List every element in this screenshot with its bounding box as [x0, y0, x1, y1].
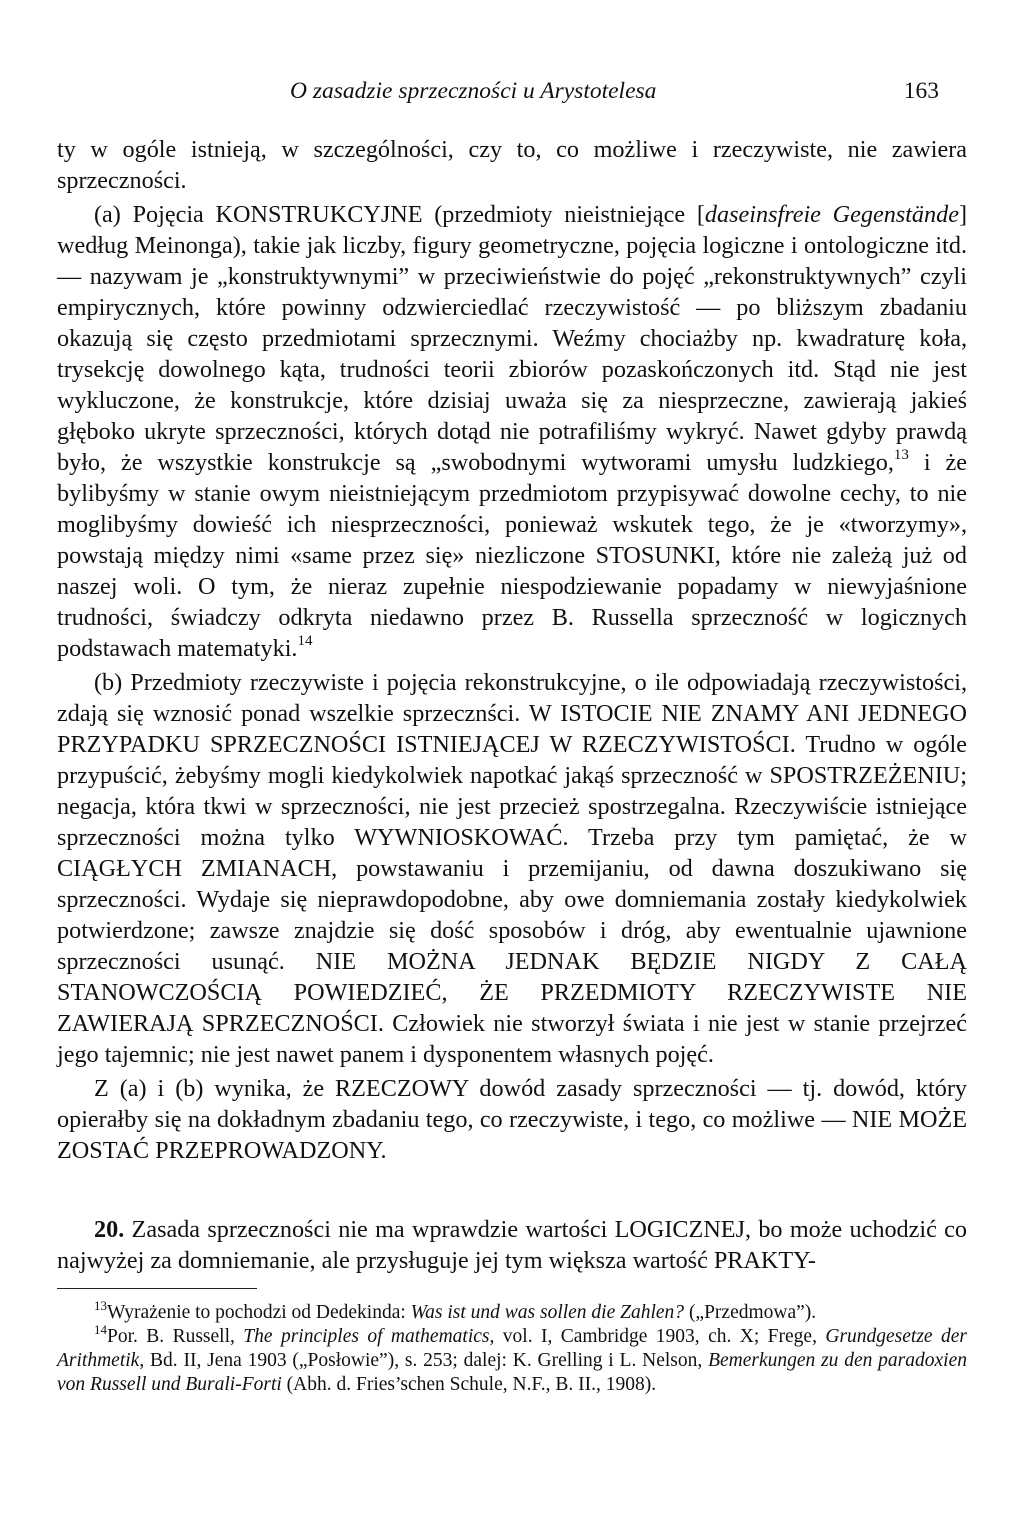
paragraph-b — [57, 667, 967, 1070]
section-20 — [57, 1214, 967, 1276]
footnote-text: (Abh. d. Fries’schen Schule, N.F., B. II., 1908). — [281, 1374, 657, 1395]
footnote-ref-13[interactable]: 13 — [893, 447, 909, 463]
footnote-text: , Bd. II, Jena 1903 („Posłowie”), s. 253; dalej: K. Grelling i L. Nelson, — [139, 1350, 709, 1371]
paragraph-text: (a) Pojęcia KONSTRUKCYJNE (przedmioty nieistniejące [ — [94, 201, 705, 228]
footnote-title: Grundgesetze der Arithmetik — [57, 1326, 967, 1371]
running-title: O zasadzie sprzeczności u Arystotelesa — [290, 78, 657, 104]
paragraph-text: Zasada sprzeczności nie ma wprawdzie wartości LOGICZNEJ, bo może uchodzić co najwyżej za domniemanie, ale przysługuje jej tym większa wartość PRAKTY- — [57, 1216, 967, 1274]
footnote-13 — [57, 1298, 967, 1325]
footnote-ref-14[interactable]: 14 — [297, 633, 313, 649]
paragraph-continued — [57, 134, 967, 196]
footnote-text: , vol. I, Cambridge 1903, ch. X; Frege, — [489, 1326, 826, 1347]
paragraph-text: ty w ogóle istnieją, w szczególności, czy to, co możliwe i rzeczywiste, nie zawiera sprzeczności. — [57, 136, 967, 194]
footnote-title: Was ist und was sollen die Zahlen? — [410, 1302, 685, 1323]
footnote-text: Wyrażenie to pochodzi od Dedekinda: — [107, 1302, 411, 1323]
footnote-title: The principles of mathematics — [243, 1326, 490, 1347]
footnote-mark: 14 — [94, 1322, 107, 1337]
section-number: 20. — [94, 1216, 125, 1243]
footnote-text: Por. B. Russell, — [107, 1326, 244, 1347]
paragraph-a — [57, 199, 967, 664]
paragraph-text: ] według Meinonga), takie jak liczby, figury geometryczne, pojęcia logiczne i ontologiczne itd. — nazywam je „konstruktywnymi” w przeciwieństwie do pojęć „rekonstruktywnych” czyli empirycznych, które powinny odzwierciedlać rzeczywistość — po bliższym zbadaniu okazują się często przedmiotami sprzecznymi. Weźmy chociażby np. kwadraturę koła, trysekcję dowolnego kąta, trudności teorii zbiorów pozaskończonych itd. Stąd nie jest wykluczone, że konstrukcje, które dzisiaj uważa się za niesprzeczne, zawierają jakieś głęboko ukryte sprzeczności, których dotąd nie potrafiliśmy wykryć. Nawet gdyby prawdą było, że wszystkie konstrukcje są „swobodnymi wytworami umysłu ludzkiego, — [57, 201, 968, 476]
page-number: 163 — [903, 78, 939, 104]
footnote-14 — [57, 1322, 968, 1397]
footnote-mark: 13 — [94, 1298, 107, 1313]
footnotes — [57, 1298, 968, 1397]
page — [57, 78, 967, 1397]
paragraph-text: Z (a) i (b) wynika, że RZECZOWY dowód zasady sprzeczności — tj. dowód, który opierałby się na dokładnym zbadaniu tego, co rzeczywiste, i tego, co możliwe — NIE MOŻE ZOSTAĆ PRZEPROWADZONY. — [57, 1075, 967, 1164]
footnote-text: („Przedmowa”). — [684, 1302, 817, 1323]
paragraph-text: i że bylibyśmy w stanie owym nieistniejącym przedmiotom przypisywać dowolne cechy, to nie moglibyśmy dowieść ich niesprzeczności, ponieważ wskutek tego, że je «tworzymy», powstają między nimi «same przez się» niezliczone STOSUNKI, które nie zależą już od naszej woli. O tym, że nieraz zupełnie niespodziewanie popadamy w niewyjaśnione trudności, świadczy odkryta niedawno przez B. Russella sprzeczność w logicznych podstawach matematyki. — [57, 449, 967, 662]
footnote-title: Bemerkungen zu den paradoxien von Russell und Burali-Forti — [57, 1350, 968, 1395]
italic-term: daseinsfreie Gegenstände — [704, 201, 959, 228]
body-text — [57, 134, 967, 1276]
footnote-divider — [57, 1288, 257, 1289]
paragraph-text: (b) Przedmioty rzeczywiste i pojęcia rekonstrukcyjne, o ile odpowiadają rzeczywistości, zdają się wznosić ponad wszelkie sprzecznści. W ISTOCIE NIE ZNAMY ANI JEDNEGO PRZYPADKU SPRZECZNOŚCI ISTNIEJĄCEJ W RZECZYWISTOŚCI. Trudno w ogóle przypuścić, żebyśmy mogli kiedykolwiek napotkać jakąś sprzeczność w SPOSTRZEŻENIU; negacja, która tkwi w sprzeczności, nie jest przecież spostrzegalna. Rzeczywiście istniejące sprzeczności można tylko WYWNIOSKOWAĆ. Trzeba przy tym pamiętać, że w CIĄGŁYCH ZMIANACH, powstawaniu i przemijaniu, od dawna doszukiwano się sprzeczności. Wydaje się nieprawdopodobne, aby owe domniemania zostały kiedykolwiek potwierdzone; zawsze znajdzie się dość sposobów i dróg, aby ewentualnie ujawnione sprzeczności usunąć. NIE MOŻNA JEDNAK BĘDZIE NIGDY Z CAŁĄ STANOWCZOŚCIĄ POWIEDZIEĆ, ŻE PRZEDMIOTY RZECZYWISTE NIE ZAWIERAJĄ SPRZECZNOŚCI. Człowiek nie stworzył świata i nie jest w stanie przejrzeć jego tajemnic; nie jest nawet panem i dysponentem własnych pojęć. — [57, 669, 967, 1068]
running-header — [57, 78, 967, 112]
paragraph-conclusion — [57, 1073, 967, 1166]
